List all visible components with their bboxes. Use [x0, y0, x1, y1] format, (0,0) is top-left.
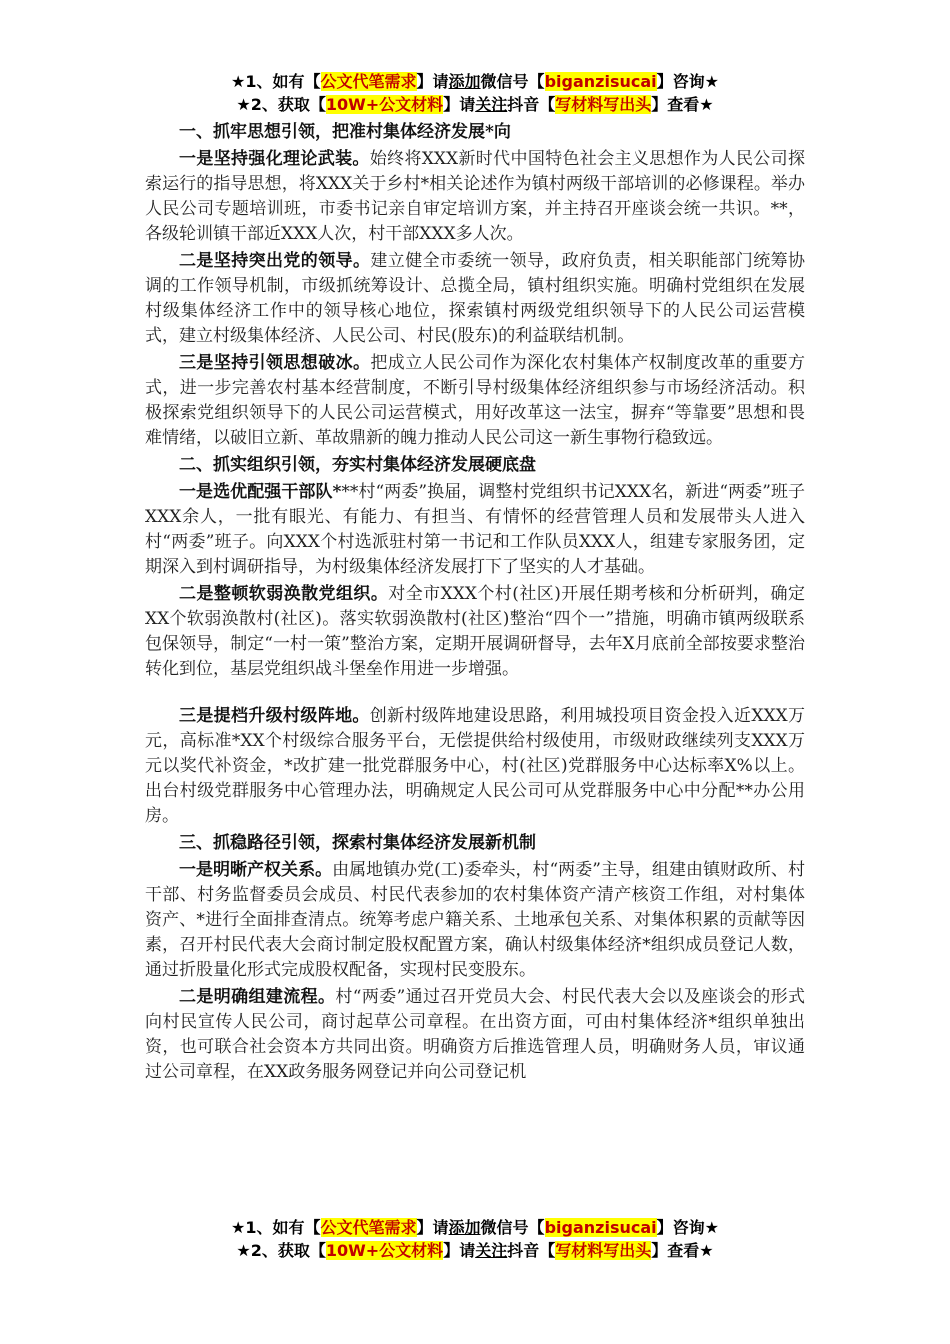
paragraph-text: 由属地镇办党(工)委牵头，村“两委”主导，组建由镇财政所、村干部、村务监督委员会成员、村民代表参加的农村集体资产清产核资工作组，对村集体资产、*进行全面排查清点。统筹考虑户籍关系、土地承包关系、对集体积累的贡献等因素，召开村民代表大会商讨制定股权配置方案，确认村级集体经济*组织成员登记人数，通过折股量化形式完成股权配备，实现村民变股东。 — [145, 860, 806, 980]
paragraph — [145, 704, 805, 829]
highlight-wechat-id: biganzisucai — [544, 72, 657, 91]
paragraph-lead: 三是坚持引领思想破冰。 — [179, 353, 371, 373]
paragraph-lead: 二是坚持突出党的领导。 — [179, 251, 371, 271]
paragraph-lead: 一是明晰产权关系。 — [179, 860, 333, 880]
document-body — [145, 120, 805, 1087]
banner-text: 】查看★ — [651, 95, 714, 114]
highlight-ghostwriting: 公文代笔需求 — [320, 1218, 417, 1237]
paragraph-text: 把成立人民公司作为深化农村集体产权制度改革的重要方式，进一步完善农村基本经营制度，不断引导村级集体经济组织参与市场经济活动。积极探索党组织领导下的人民公司运营模式，用好改革这一法宝，摒弃“等靠要”思想和畏难情绪，以破旧立新、革故鼎新的魄力推动人民公司这一新生事物行稳致远。 — [145, 353, 806, 448]
paragraph — [145, 582, 805, 682]
banner-text: 抖音【 — [507, 1241, 556, 1260]
paragraph — [145, 249, 805, 349]
paragraph-lead: 一是坚持强化理论武装。 — [179, 149, 370, 169]
underline-add: 添加 — [448, 1218, 481, 1237]
banner-text: 】查看★ — [651, 1241, 714, 1260]
paragraph-text: 建立健全市委统一领导，政府负责，相关职能部门统筹协调的工作领导机制，市级抓统筹设计、总揽全局，镇村组织实施。明确村党组织在发展村级集体经济工作中的领导核心地位，探索镇村两级党组织领导下的人民公司运营模式，建立村级集体经济、人民公司、村民(股东)的利益联结机制。 — [145, 251, 806, 346]
banner-text: 】请 — [416, 72, 449, 91]
underline-follow: 关注 — [475, 1241, 508, 1260]
paragraph-lead: 二是明确组建流程。 — [179, 987, 336, 1007]
underline-add: 添加 — [448, 72, 481, 91]
banner-text: 2、获取【 — [250, 95, 326, 114]
paragraph-text: 创新村级阵地建设思路，利用城投项目资金投入近XXX万元，高标准*XX个村级综合服务平台，无偿提供给村级使用，市级财政继续列支XXX万元以奖代补资金，*改扩建一批党群服务中心，村(社区)党群服务中心达标率X%以上。出台村级党群服务中心管理办法，明确规定人民公司可从党群服务中心中分配**办公用房。 — [145, 706, 805, 826]
banner-text: 】请 — [443, 1241, 476, 1260]
paragraph — [145, 480, 805, 580]
star-glyph: ★ — [231, 72, 246, 91]
banner-text: 1、如有【 — [245, 72, 321, 91]
star-glyph: ★ — [236, 95, 251, 114]
banner-text: 微信号【 — [480, 1218, 545, 1237]
highlight-ghostwriting: 公文代笔需求 — [320, 72, 417, 91]
paragraph-text: 对全市XXX个村(社区)开展任期考核和分析研判，确定XX个软弱涣散村(社区)。落实软弱涣散村(社区)整治“四个一”措施，明确市镇两级联系包保领导，制定“一村一策”整治方案，定期开展调研督导，去年X月底前全部按要求整治转化到位，基层党组织战斗堡垒作用进一步增强。 — [145, 584, 806, 679]
banner-line-2 — [0, 1239, 950, 1262]
banner-text: 】请 — [416, 1218, 449, 1237]
paragraph-text: **村“两委”换届，调整村党组织书记XXX名，新进“两委”班子XXX余人，一批有眼光、有能力、有担当、有情怀的经营管理人员和发展带头人进入村“两委”班子。向XXX个村选派驻村第一书记和工作队员XXX人，组建专家服务团，定期深入到村调研指导，为村级集体经济发展打下了坚实的人才基础。 — [145, 482, 806, 577]
banner-line-1 — [0, 1216, 950, 1239]
star-glyph: ★ — [231, 1218, 246, 1237]
paragraph-lead: 二是整顿软弱涣散党组织。 — [179, 584, 389, 604]
highlight-douyin-account: 写材料写出头 — [555, 1241, 652, 1260]
underline-follow: 关注 — [475, 95, 508, 114]
banner-line-1 — [0, 70, 950, 93]
top-banner — [0, 70, 950, 116]
highlight-douyin-account: 写材料写出头 — [555, 95, 652, 114]
paragraph-lead: 三是提档升级村级阵地。 — [179, 706, 370, 726]
banner-text: 1、如有【 — [245, 1218, 321, 1237]
section-heading-2: 二、抓实组织引领，夯实村集体经济发展硬底盘 — [179, 455, 536, 475]
bottom-banner — [0, 1216, 950, 1262]
highlight-materials: 10W+公文材料 — [325, 95, 444, 114]
banner-text: 微信号【 — [480, 72, 545, 91]
banner-text: 】咨询★ — [656, 1218, 719, 1237]
paragraph — [145, 351, 805, 451]
paragraph-text: 始终将XXX新时代中国特色社会主义思想作为人民公司探索运行的指导思想，将XXX关于乡村*相关论述作为镇村两级干部培训的必修课程。举办人民公司专题培训班，市委书记亲自审定培训方案，并主持召开座谈会统一共识。**，各级轮训镇干部近XXX人次，村干部XXX多人次。 — [145, 149, 805, 244]
section-heading-1: 一、抓牢思想引领，把准村集体经济发展*向 — [179, 122, 511, 142]
section-heading-3: 三、抓稳路径引领，探索村集体经济发展新机制 — [179, 833, 536, 853]
banner-line-2 — [0, 93, 950, 116]
paragraph-lead: 一是选优配强干部队* — [179, 482, 342, 502]
banner-text: 抖音【 — [507, 95, 556, 114]
banner-text: 2、获取【 — [250, 1241, 326, 1260]
paragraph — [145, 147, 805, 247]
banner-text: 】咨询★ — [656, 72, 719, 91]
paragraph — [145, 858, 805, 983]
highlight-wechat-id: biganzisucai — [544, 1218, 657, 1237]
paragraph-text: 村“两委”通过召开党员大会、村民代表大会以及座谈会的形式向村民宣传人民公司，商讨起草公司章程。在出资方面，可由村集体经济*组织单独出资，也可联合社会资本方共同出资。明确资方后推选管理人员，明确财务人员，审议通过公司章程，在XX政务服务网登记并向公司登记机 — [145, 987, 805, 1082]
paragraph — [145, 985, 805, 1085]
highlight-materials: 10W+公文材料 — [325, 1241, 444, 1260]
banner-text: 】请 — [443, 95, 476, 114]
star-glyph: ★ — [236, 1241, 251, 1260]
